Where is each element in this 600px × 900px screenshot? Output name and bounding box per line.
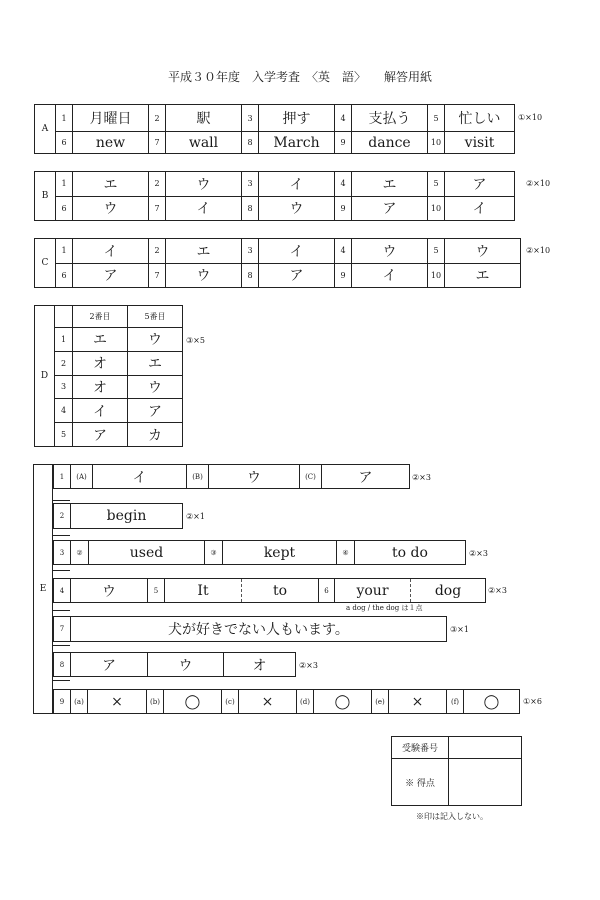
answer-cell: visit	[445, 132, 515, 154]
section-d-label: D	[35, 306, 55, 447]
answer-cell: ウ	[166, 263, 242, 288]
answer-cell: ×	[388, 690, 446, 713]
question-number: 10	[428, 132, 445, 154]
e9-answer-row	[53, 689, 520, 714]
question-number: 2	[149, 239, 166, 264]
e2-points: ②×1	[186, 512, 205, 521]
answer-cell: ア	[321, 465, 409, 488]
answer-cell: ◯	[463, 690, 519, 713]
question-number: 4	[55, 399, 73, 423]
question-number: 5	[428, 172, 445, 197]
answer-cell: kept	[222, 541, 336, 564]
answer-cell: エ	[128, 351, 183, 375]
row-divider	[53, 610, 70, 611]
answer-cell: イ	[352, 263, 428, 288]
e2-answer-row	[53, 503, 183, 529]
answer-cell: ア	[128, 399, 183, 423]
row-divider	[53, 570, 70, 571]
row-divider	[53, 535, 70, 536]
question-number: 5	[55, 423, 73, 447]
answer-cell: エ	[166, 239, 242, 264]
answer-cell: new	[73, 132, 149, 154]
answer-cell: ×	[238, 690, 296, 713]
answer-cell: エ	[445, 263, 521, 288]
item-label: (f)	[446, 690, 463, 713]
e8-points: ②×3	[299, 661, 318, 670]
answer-cell: オ	[73, 351, 128, 375]
question-number: 3	[242, 105, 259, 132]
question-number: 6	[56, 263, 73, 288]
question-number: 1	[59, 472, 65, 481]
section-c-label: C	[35, 239, 56, 288]
answer-cell: ◯	[163, 690, 221, 713]
question-number: 9	[335, 196, 352, 221]
question-number: 1	[56, 239, 73, 264]
column-header-2nd: 2番目	[73, 306, 128, 328]
answer-cell: オ	[223, 653, 295, 676]
question-number: 8	[242, 196, 259, 221]
answer-cell: 支払う	[352, 105, 428, 132]
answer-cell: dog	[410, 579, 485, 602]
question-number: 1	[56, 105, 73, 132]
question-number: 3	[55, 375, 73, 399]
section-b-table	[34, 171, 515, 221]
e1-points: ②×3	[412, 473, 431, 482]
answer-cell: ア	[259, 263, 335, 288]
item-label: (a)	[70, 690, 87, 713]
answer-cell: ア	[73, 263, 149, 288]
question-number: 1	[56, 172, 73, 197]
row-divider	[53, 680, 70, 681]
question-number: 10	[428, 263, 445, 288]
question-number: 5	[147, 579, 164, 602]
question-number: 8	[59, 660, 65, 669]
answer-cell: ア	[352, 196, 428, 221]
answer-cell: ウ	[147, 653, 223, 676]
answer-cell: エ	[73, 328, 128, 352]
item-label: (d)	[296, 690, 313, 713]
answer-cell: ウ	[128, 328, 183, 352]
section-c-points: ②×10	[526, 246, 551, 255]
question-number: 3	[242, 172, 259, 197]
item-label: ③	[204, 541, 222, 564]
answer-cell: used	[88, 541, 204, 564]
section-a-points: ①×10	[518, 113, 543, 122]
answer-cell: begin	[70, 504, 182, 528]
e1-answer-row	[53, 464, 410, 489]
item-label: (C)	[299, 465, 321, 488]
e4-points: ②×3	[488, 586, 507, 595]
e3-points: ②×3	[469, 549, 488, 558]
question-number: 9	[59, 697, 65, 706]
column-header-5th: 5番目	[128, 306, 183, 328]
question-number: 5	[428, 105, 445, 132]
item-label: (c)	[221, 690, 238, 713]
question-number: 10	[428, 196, 445, 221]
score-footnote: ※印は記入しない。	[416, 812, 488, 821]
item-label: (B)	[186, 465, 208, 488]
answer-cell: ウ	[166, 172, 242, 197]
question-number: 4	[335, 239, 352, 264]
question-number: 3	[59, 548, 65, 557]
answer-cell: ア	[73, 423, 128, 447]
question-number: 2	[149, 105, 166, 132]
question-number: 9	[335, 263, 352, 288]
answer-cell: dance	[352, 132, 428, 154]
row-divider	[53, 500, 70, 501]
answer-cell: カ	[128, 423, 183, 447]
header-empty-cell	[55, 306, 73, 328]
answer-cell: 忙しい	[445, 105, 515, 132]
question-number: 8	[242, 132, 259, 154]
section-a-label: A	[35, 105, 56, 154]
question-number: 7	[59, 625, 65, 633]
exam-number-field[interactable]	[449, 737, 522, 759]
section-a-table	[34, 104, 515, 154]
answer-cell: ×	[87, 690, 146, 713]
question-number: 4	[335, 172, 352, 197]
e9-points: ①×6	[523, 697, 542, 706]
item-label: (A)	[70, 465, 92, 488]
question-number: 7	[149, 132, 166, 154]
score-field[interactable]	[449, 759, 522, 806]
answer-cell: to	[241, 579, 318, 602]
e7-answer-row	[53, 616, 447, 642]
answer-cell: イ	[73, 399, 128, 423]
answer-cell: 駅	[166, 105, 242, 132]
answer-cell: イ	[166, 196, 242, 221]
section-d-points: ③×5	[186, 336, 205, 345]
section-b-points: ②×10	[526, 179, 551, 188]
exam-number-label: 受験番号	[392, 737, 449, 759]
answer-cell: 犬が好きでない人もいます。	[70, 617, 446, 641]
answer-cell: イ	[92, 465, 186, 488]
section-b-label: B	[35, 172, 56, 221]
answer-cell: エ	[352, 172, 428, 197]
answer-cell: イ	[259, 239, 335, 264]
answer-cell: エ	[73, 172, 149, 197]
answer-cell: 押す	[259, 105, 335, 132]
answer-cell: 月曜日	[73, 105, 149, 132]
answer-cell: オ	[73, 375, 128, 399]
answer-cell: ウ	[352, 239, 428, 264]
score-label: ※ 得点	[392, 759, 449, 806]
answer-cell: ア	[445, 172, 515, 197]
question-number: 2	[59, 512, 65, 520]
question-number: 6	[318, 579, 334, 602]
question-number: 6	[56, 132, 73, 154]
question-number: 1	[55, 328, 73, 352]
row-divider	[53, 645, 70, 646]
answer-cell: It	[164, 579, 241, 602]
answer-cell: ウ	[70, 579, 147, 602]
answer-cell: ウ	[208, 465, 299, 488]
question-number: 3	[242, 239, 259, 264]
answer-cell: ア	[70, 653, 147, 676]
answer-cell: ウ	[128, 375, 183, 399]
answer-cell: March	[259, 132, 335, 154]
item-label: ②	[70, 541, 88, 564]
item-label: (b)	[146, 690, 163, 713]
answer-cell: ウ	[445, 239, 521, 264]
section-c-table	[34, 238, 521, 288]
e6-scoring-note: a dog / the dog は１点	[346, 604, 423, 612]
answer-cell: イ	[73, 239, 149, 264]
e7-points: ③×1	[450, 625, 469, 634]
answer-cell: your	[334, 579, 410, 602]
question-number: 5	[428, 239, 445, 264]
score-box	[391, 736, 522, 806]
question-number: 7	[149, 263, 166, 288]
e3-answer-row	[53, 540, 466, 565]
answer-cell: wall	[166, 132, 242, 154]
e8-answer-row	[53, 652, 296, 677]
item-label: ④	[336, 541, 354, 564]
section-e-label: E	[33, 464, 53, 714]
e4-answer-row	[53, 578, 486, 603]
question-number: 4	[59, 586, 65, 595]
item-label: (e)	[371, 690, 388, 713]
answer-cell: イ	[445, 196, 515, 221]
page-title: 平成３０年度 入学考査 〈英 語〉 解答用紙	[167, 70, 432, 84]
section-d-table	[34, 305, 183, 447]
question-number: 8	[242, 263, 259, 288]
question-number: 2	[149, 172, 166, 197]
answer-cell: ウ	[73, 196, 149, 221]
answer-cell: イ	[259, 172, 335, 197]
question-number: 7	[149, 196, 166, 221]
answer-cell: to do	[354, 541, 465, 564]
question-number: 2	[55, 351, 73, 375]
question-number: 6	[56, 196, 73, 221]
answer-cell: ◯	[313, 690, 371, 713]
question-number: 9	[335, 132, 352, 154]
question-number: 4	[335, 105, 352, 132]
answer-cell: ウ	[259, 196, 335, 221]
